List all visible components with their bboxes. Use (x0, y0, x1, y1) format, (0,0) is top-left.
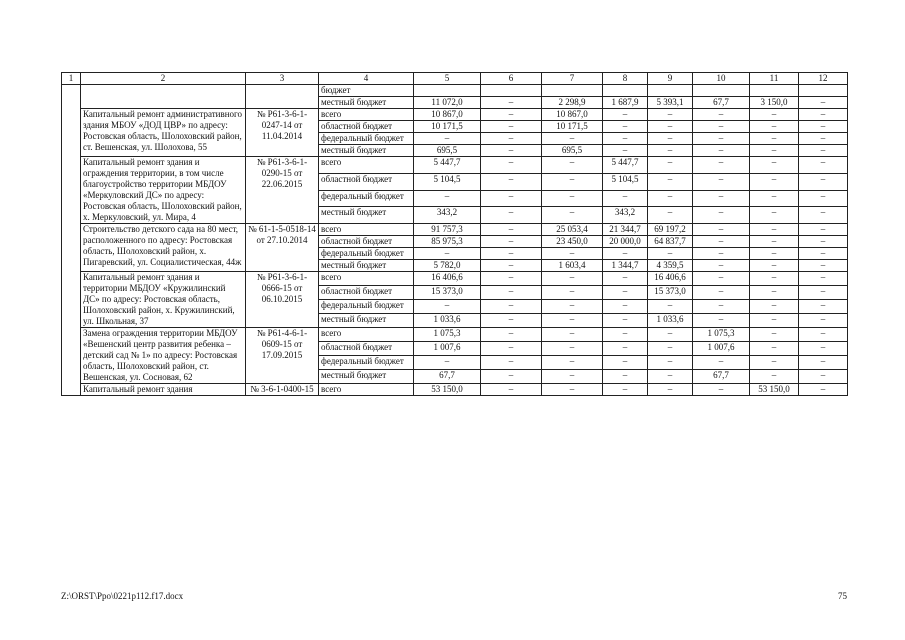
column-number-header: 12 (799, 73, 848, 85)
value-cell: – (693, 286, 750, 300)
value-cell: – (799, 356, 848, 370)
value-cell: – (693, 145, 750, 157)
value-cell: 1 075,3 (414, 328, 481, 342)
value-cell: – (799, 121, 848, 133)
column-number-header: 6 (481, 73, 542, 85)
object-name-cell: Капитальный ремонт здания и территории МБДОУ «Кружилинский ДС» по адресу: Ростовская область, Шолоховский район, х. Кружилинский, ул. Школьная, 37 (81, 272, 246, 328)
value-cell: 10 171,5 (414, 121, 481, 133)
number-cell (62, 85, 81, 396)
value-cell: – (414, 133, 481, 145)
value-cell: 1 033,6 (648, 314, 693, 328)
value-cell: – (542, 314, 603, 328)
value-cell: – (648, 300, 693, 314)
value-cell (603, 85, 648, 97)
document-cell: № 3-6-1-0400-15 (246, 384, 319, 396)
value-cell: – (648, 356, 693, 370)
funding-source-cell: федеральный бюджет (319, 190, 414, 207)
value-cell: – (693, 314, 750, 328)
funding-source-cell: федеральный бюджет (319, 300, 414, 314)
value-cell: – (542, 342, 603, 356)
value-cell (799, 85, 848, 97)
column-number-header: 4 (319, 73, 414, 85)
value-cell: – (542, 370, 603, 384)
value-cell: – (542, 286, 603, 300)
column-number-header: 9 (648, 73, 693, 85)
value-cell: – (750, 109, 799, 121)
value-cell: – (693, 384, 750, 396)
funding-source-cell: федеральный бюджет (319, 356, 414, 370)
value-cell: – (603, 109, 648, 121)
value-cell: – (799, 207, 848, 224)
table-row (62, 85, 848, 97)
funding-source-cell: областной бюджет (319, 173, 414, 190)
value-cell: – (542, 173, 603, 190)
value-cell: – (750, 272, 799, 286)
object-name-cell: Строительство детского сада на 80 мест, расположенного по адресу: Ростовская область, Шолоховский район, х. Пигаревский, ул. Социалистическая, 44ж (81, 224, 246, 272)
value-cell: – (799, 384, 848, 396)
value-cell: – (648, 207, 693, 224)
value-cell: – (481, 370, 542, 384)
value-cell: – (542, 248, 603, 260)
funding-source-cell: всего (319, 384, 414, 396)
table-row (62, 272, 848, 286)
value-cell: 5 447,7 (414, 157, 481, 174)
funding-source-cell: местный бюджет (319, 207, 414, 224)
value-cell: – (603, 342, 648, 356)
value-cell: – (481, 356, 542, 370)
value-cell: – (648, 384, 693, 396)
object-name-cell (81, 85, 246, 109)
funding-source-cell: федеральный бюджет (319, 133, 414, 145)
funding-source-cell: областной бюджет (319, 342, 414, 356)
budget-table (61, 72, 848, 396)
table-row (62, 384, 848, 396)
value-cell: – (799, 157, 848, 174)
value-cell (542, 85, 603, 97)
value-cell: – (542, 328, 603, 342)
value-cell: – (648, 370, 693, 384)
column-number-header: 7 (542, 73, 603, 85)
value-cell: – (648, 109, 693, 121)
value-cell: 5 393,1 (648, 97, 693, 109)
value-cell: – (693, 173, 750, 190)
column-number-header: 2 (81, 73, 246, 85)
value-cell: – (750, 236, 799, 248)
value-cell: – (481, 260, 542, 272)
value-cell: 1 007,6 (693, 342, 750, 356)
value-cell: 10 867,0 (542, 109, 603, 121)
value-cell: 25 053,4 (542, 224, 603, 236)
value-cell: – (481, 300, 542, 314)
value-cell: – (481, 121, 542, 133)
value-cell: 1 603,4 (542, 260, 603, 272)
value-cell: – (799, 272, 848, 286)
object-name-cell: Замена ограждения территории МБДОУ «Вешенский центр развития ребенка – детский сад № 1» по адресу: Ростовская область, Шолоховский район, ст. Вешенская, ул. Сосновая, 62 (81, 328, 246, 384)
value-cell: – (481, 286, 542, 300)
value-cell: 11 072,0 (414, 97, 481, 109)
value-cell: – (603, 121, 648, 133)
value-cell: – (693, 224, 750, 236)
value-cell: – (750, 173, 799, 190)
table-row (62, 109, 848, 121)
value-cell: – (799, 133, 848, 145)
value-cell: 343,2 (414, 207, 481, 224)
value-cell: – (750, 356, 799, 370)
value-cell: – (799, 328, 848, 342)
value-cell: – (542, 157, 603, 174)
value-cell: – (693, 236, 750, 248)
value-cell: – (648, 248, 693, 260)
value-cell: 343,2 (603, 207, 648, 224)
value-cell: – (693, 157, 750, 174)
value-cell: – (542, 272, 603, 286)
value-cell: – (799, 236, 848, 248)
funding-source-cell: местный бюджет (319, 370, 414, 384)
column-number-header: 11 (750, 73, 799, 85)
funding-source-cell: всего (319, 157, 414, 174)
value-cell: 4 359,5 (648, 260, 693, 272)
value-cell: 67,7 (693, 370, 750, 384)
funding-source-cell: местный бюджет (319, 145, 414, 157)
value-cell: – (542, 384, 603, 396)
value-cell: 91 757,3 (414, 224, 481, 236)
value-cell: – (750, 328, 799, 342)
value-cell: 10 171,5 (542, 121, 603, 133)
value-cell: – (603, 190, 648, 207)
value-cell: – (799, 145, 848, 157)
value-cell: 1 075,3 (693, 328, 750, 342)
value-cell: – (750, 133, 799, 145)
value-cell: – (750, 248, 799, 260)
value-cell: 67,7 (693, 97, 750, 109)
value-cell: – (799, 224, 848, 236)
value-cell: – (481, 342, 542, 356)
value-cell: 1 033,6 (414, 314, 481, 328)
value-cell: 16 406,6 (648, 272, 693, 286)
value-cell: – (750, 190, 799, 207)
value-cell: – (648, 133, 693, 145)
object-name-cell: Капитальный ремонт административного здания МБОУ «ДОД ЦВР» по адресу: Ростовская область, Шолоховский район, ст. Вешенская, ул. Шолохова, 55 (81, 109, 246, 157)
value-cell: – (799, 300, 848, 314)
value-cell: – (799, 173, 848, 190)
value-cell: – (481, 97, 542, 109)
value-cell: – (603, 356, 648, 370)
value-cell: – (799, 370, 848, 384)
value-cell: – (750, 260, 799, 272)
page-number: 75 (838, 591, 847, 601)
value-cell: – (603, 384, 648, 396)
document-cell: № Р61-4-6-1-0609-15 от 17.09.2015 (246, 328, 319, 384)
value-cell: – (481, 173, 542, 190)
value-cell: 2 298,9 (542, 97, 603, 109)
value-cell: – (648, 121, 693, 133)
value-cell (481, 85, 542, 97)
value-cell: 695,5 (414, 145, 481, 157)
value-cell: – (481, 384, 542, 396)
value-cell: – (693, 260, 750, 272)
value-cell: – (481, 157, 542, 174)
object-name-cell: Капитальный ремонт здания (81, 384, 246, 396)
value-cell: 695,5 (542, 145, 603, 157)
value-cell: – (750, 342, 799, 356)
funding-source-cell: всего (319, 224, 414, 236)
value-cell: – (603, 328, 648, 342)
value-cell: 16 406,6 (414, 272, 481, 286)
value-cell: – (414, 248, 481, 260)
value-cell: – (481, 224, 542, 236)
value-cell: 85 975,3 (414, 236, 481, 248)
value-cell: – (603, 314, 648, 328)
value-cell: 67,7 (414, 370, 481, 384)
funding-source-cell: бюджет (319, 85, 414, 97)
value-cell: – (750, 286, 799, 300)
value-cell: 5 447,7 (603, 157, 648, 174)
value-cell: – (603, 300, 648, 314)
value-cell (414, 85, 481, 97)
value-cell: – (750, 300, 799, 314)
value-cell: – (603, 272, 648, 286)
value-cell: – (481, 109, 542, 121)
value-cell: 10 867,0 (414, 109, 481, 121)
value-cell: – (414, 300, 481, 314)
value-cell: – (750, 207, 799, 224)
value-cell: – (693, 272, 750, 286)
value-cell: 5 104,5 (414, 173, 481, 190)
value-cell: – (750, 157, 799, 174)
value-cell: – (750, 224, 799, 236)
value-cell: – (648, 342, 693, 356)
value-cell: – (693, 190, 750, 207)
value-cell: – (693, 248, 750, 260)
value-cell: 21 344,7 (603, 224, 648, 236)
document-cell (246, 85, 319, 109)
value-cell: – (648, 173, 693, 190)
value-cell: – (603, 133, 648, 145)
value-cell: – (481, 145, 542, 157)
value-cell: 3 150,0 (750, 97, 799, 109)
value-cell: – (481, 190, 542, 207)
value-cell: 53 150,0 (750, 384, 799, 396)
value-cell: – (648, 190, 693, 207)
value-cell: – (648, 145, 693, 157)
value-cell: – (799, 286, 848, 300)
value-cell: – (542, 300, 603, 314)
value-cell: – (542, 133, 603, 145)
document-cell: № Р61-3-6-1-0290-15 от 22.06.2015 (246, 157, 319, 224)
document-cell: № 61-1-5-0518-14 от 27.10.2014 (246, 224, 319, 272)
funding-source-cell: местный бюджет (319, 97, 414, 109)
value-cell: – (799, 342, 848, 356)
value-cell: 69 197,2 (648, 224, 693, 236)
value-cell: – (603, 248, 648, 260)
funding-source-cell: федеральный бюджет (319, 248, 414, 260)
value-cell: 1 687,9 (603, 97, 648, 109)
value-cell (750, 85, 799, 97)
value-cell: – (542, 356, 603, 370)
column-number-header: 8 (603, 73, 648, 85)
table-row (62, 224, 848, 236)
funding-source-cell: местный бюджет (319, 260, 414, 272)
table-row (62, 328, 848, 342)
value-cell: 15 373,0 (648, 286, 693, 300)
funding-source-cell: областной бюджет (319, 286, 414, 300)
object-name-cell: Капитальный ремонт здания и ограждения территории, в том числе благоустройство территории МБДОУ «Меркуловский ДС» по адресу: Ростовская область, Шолоховский район, х. Меркуловский, ул. Мира, 4 (81, 157, 246, 224)
value-cell: – (799, 260, 848, 272)
value-cell: – (750, 370, 799, 384)
column-number-header: 5 (414, 73, 481, 85)
value-cell: 5 104,5 (603, 173, 648, 190)
value-cell: – (750, 145, 799, 157)
value-cell: – (693, 133, 750, 145)
file-path: Z:\ORST\Ppo\0221p112.f17.docx (61, 591, 184, 601)
value-cell (693, 85, 750, 97)
value-cell: 15 373,0 (414, 286, 481, 300)
value-cell: – (481, 328, 542, 342)
table-row (62, 157, 848, 174)
value-cell: 5 782,0 (414, 260, 481, 272)
value-cell: – (693, 300, 750, 314)
funding-source-cell: всего (319, 272, 414, 286)
value-cell: – (481, 248, 542, 260)
value-cell: – (481, 272, 542, 286)
value-cell: 64 837,7 (648, 236, 693, 248)
value-cell: – (481, 133, 542, 145)
value-cell: – (693, 109, 750, 121)
column-number-header: 10 (693, 73, 750, 85)
value-cell: – (799, 190, 848, 207)
value-cell: – (481, 207, 542, 224)
value-cell: – (799, 97, 848, 109)
value-cell: – (693, 356, 750, 370)
funding-source-cell: местный бюджет (319, 314, 414, 328)
value-cell: – (750, 314, 799, 328)
value-cell: 20 000,0 (603, 236, 648, 248)
funding-source-cell: всего (319, 109, 414, 121)
value-cell: – (799, 248, 848, 260)
value-cell: – (481, 236, 542, 248)
value-cell: 1 344,7 (603, 260, 648, 272)
value-cell: 1 007,6 (414, 342, 481, 356)
value-cell: – (799, 314, 848, 328)
value-cell: – (603, 286, 648, 300)
column-number-header: 1 (62, 73, 81, 85)
column-number-row (62, 73, 848, 85)
value-cell: – (648, 328, 693, 342)
value-cell: – (414, 190, 481, 207)
column-number-header: 3 (246, 73, 319, 85)
value-cell: – (542, 190, 603, 207)
table-body (62, 85, 848, 396)
value-cell: – (750, 121, 799, 133)
value-cell: – (693, 121, 750, 133)
value-cell: – (799, 109, 848, 121)
document-cell: № Р61-3-6-1-0247-14 от 11.04.2014 (246, 109, 319, 157)
funding-source-cell: областной бюджет (319, 236, 414, 248)
value-cell: – (481, 314, 542, 328)
value-cell: – (414, 356, 481, 370)
value-cell: 53 150,0 (414, 384, 481, 396)
funding-source-cell: областной бюджет (319, 121, 414, 133)
value-cell: – (603, 370, 648, 384)
value-cell: – (693, 207, 750, 224)
document-cell: № Р61-3-6-1-0666-15 от 06.10.2015 (246, 272, 319, 328)
value-cell (648, 85, 693, 97)
value-cell: 23 450,0 (542, 236, 603, 248)
value-cell: – (648, 157, 693, 174)
value-cell: – (542, 207, 603, 224)
funding-source-cell: всего (319, 328, 414, 342)
value-cell: – (603, 145, 648, 157)
